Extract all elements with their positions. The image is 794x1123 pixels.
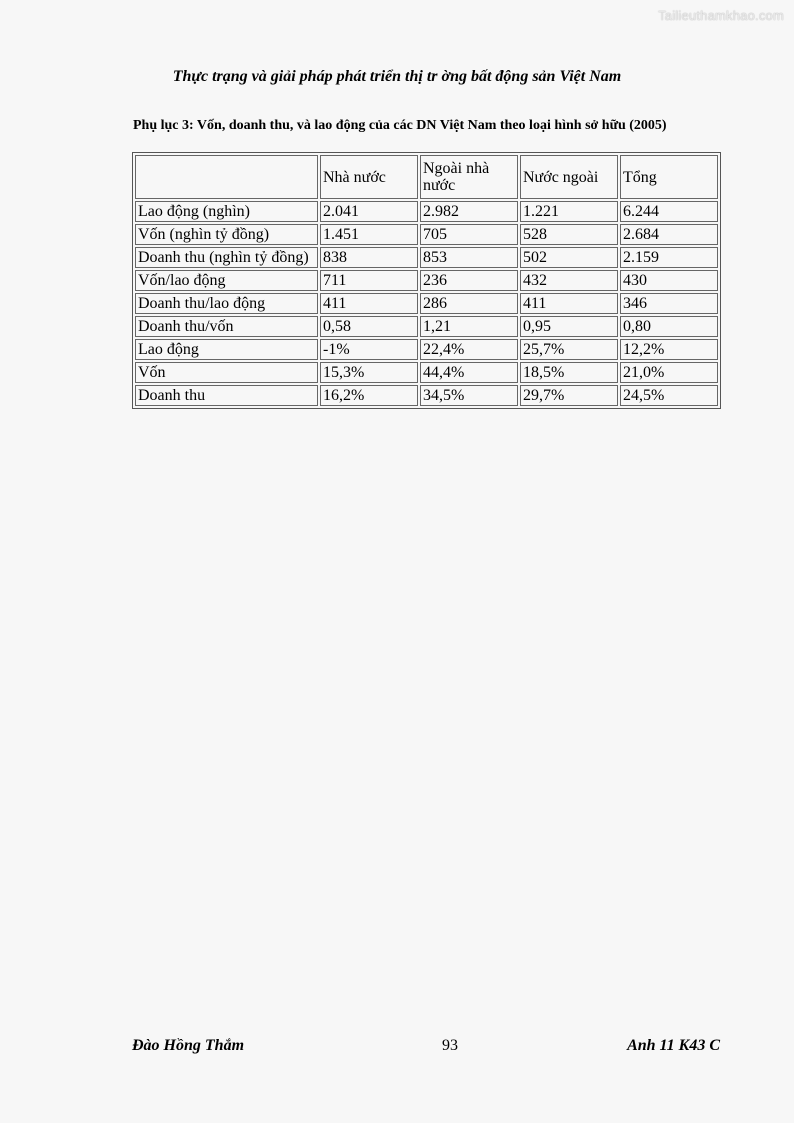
table-cell: 22,4% (420, 339, 518, 360)
table-cell: 0,95 (520, 316, 618, 337)
table-cell: 346 (620, 293, 718, 314)
page-number: 93 (442, 1037, 458, 1054)
table-cell: 0,58 (320, 316, 418, 337)
table-cell: -1% (320, 339, 418, 360)
table-cell: 18,5% (520, 362, 618, 383)
header-cell-non-state: Ngoài nhà nước (420, 155, 518, 199)
table-row (135, 224, 718, 245)
footer-author: Đào Hồng Thắm (132, 1037, 245, 1054)
table-cell: 1.221 (520, 201, 618, 222)
row-label: Vốn (135, 362, 318, 383)
row-label: Lao động (nghìn) (135, 201, 318, 222)
table-row (135, 247, 718, 268)
header-cell-foreign: Nước ngoài (520, 155, 618, 199)
table-cell: 528 (520, 224, 618, 245)
table-cell: 411 (520, 293, 618, 314)
data-table (132, 152, 721, 409)
table-cell: 0,80 (620, 316, 718, 337)
table-cell: 24,5% (620, 385, 718, 406)
footer-class: Anh 11 K43 C (627, 1037, 720, 1054)
row-label: Doanh thu (nghìn tỷ đồng) (135, 247, 318, 268)
table-cell: 34,5% (420, 385, 518, 406)
table-row (135, 362, 718, 383)
header-cell-empty (135, 155, 318, 199)
table-caption: Phụ lục 3: Vốn, doanh thu, và lao động của các DN Việt Nam theo loại hình sở hữu (2005) (133, 118, 667, 133)
table-cell: 2.041 (320, 201, 418, 222)
table-cell: 1.451 (320, 224, 418, 245)
table-cell: 25,7% (520, 339, 618, 360)
table-cell: 432 (520, 270, 618, 291)
table-cell: 12,2% (620, 339, 718, 360)
row-label: Doanh thu (135, 385, 318, 406)
table-cell: 502 (520, 247, 618, 268)
table-cell: 15,3% (320, 362, 418, 383)
row-label: Vốn (nghìn tỷ đồng) (135, 224, 318, 245)
table-cell: 705 (420, 224, 518, 245)
table-cell: 236 (420, 270, 518, 291)
table-header-row (135, 155, 718, 199)
row-label: Doanh thu/vốn (135, 316, 318, 337)
header-cell-state: Nhà nước (320, 155, 418, 199)
table-cell: 29,7% (520, 385, 618, 406)
header-cell-total: Tổng (620, 155, 718, 199)
table-row (135, 270, 718, 291)
table-cell: 711 (320, 270, 418, 291)
table-cell: 2.684 (620, 224, 718, 245)
table-cell: 21,0% (620, 362, 718, 383)
row-label: Lao động (135, 339, 318, 360)
table-row (135, 201, 718, 222)
table-cell: 2.159 (620, 247, 718, 268)
table-cell: 44,4% (420, 362, 518, 383)
row-label: Vốn/lao động (135, 270, 318, 291)
table-cell: 838 (320, 247, 418, 268)
table-row (135, 339, 718, 360)
table-cell: 2.982 (420, 201, 518, 222)
table-row (135, 293, 718, 314)
table-cell: 411 (320, 293, 418, 314)
watermark: Tailieuthamkhao.com (658, 8, 784, 23)
table-cell: 6.244 (620, 201, 718, 222)
table-row (135, 385, 718, 406)
table-cell: 1,21 (420, 316, 518, 337)
table-cell: 16,2% (320, 385, 418, 406)
row-label: Doanh thu/lao động (135, 293, 318, 314)
page-header: Thực trạng và giải pháp phát triển thị tr ờng bất động sản Việt Nam (172, 68, 622, 85)
table-cell: 853 (420, 247, 518, 268)
table-row (135, 316, 718, 337)
table-cell: 430 (620, 270, 718, 291)
table-cell: 286 (420, 293, 518, 314)
page-footer (0, 1037, 794, 1057)
